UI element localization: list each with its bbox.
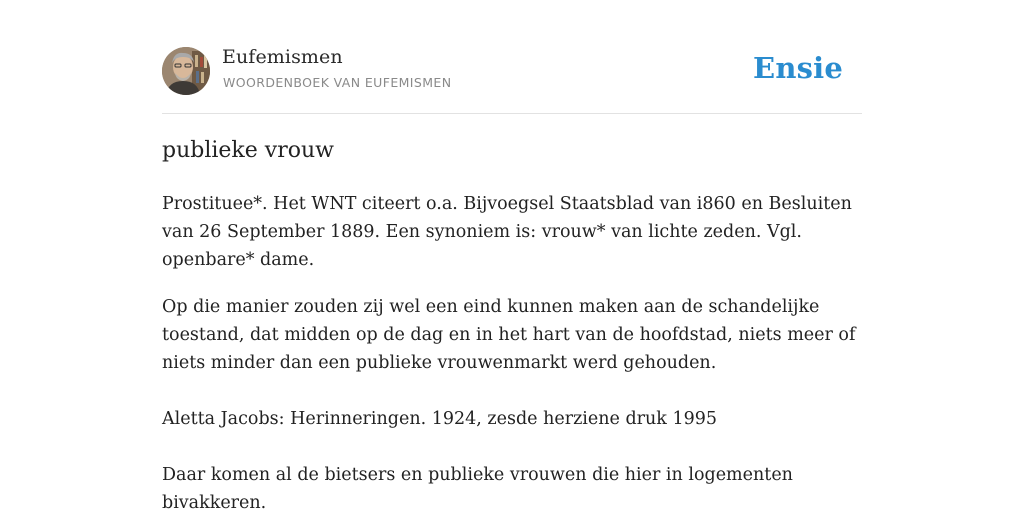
avatar-portrait-icon [162, 47, 210, 95]
author-name[interactable]: Eufemismen [222, 46, 343, 68]
entry-title: publieke vrouw [162, 138, 334, 163]
entry-definition: Prostituee*. Het WNT citeert o.a. Bijvoegsel Staatsblad van i860 en Besluiten van 26 September 1889. Een synoniem is: vrouw* van lichte zeden. Vgl. openbare* dame. [162, 194, 852, 270]
entry-example: Daar komen al de bietsers en publieke vrouwen die hier in logementen bivakkeren. [162, 465, 793, 512]
entry-quote: Op die manier zouden zij wel een eind kunnen maken aan de schandelijke toestand, dat midden op de dag en in het hart van de hoofdstad, niets meer of niets minder dan een publieke vrouwenmarkt werd gehouden. [162, 297, 856, 373]
author-subtitle[interactable]: WOORDENBOEK VAN EUFEMISMEN [223, 75, 452, 90]
header [162, 0, 862, 114]
author-avatar[interactable] [162, 47, 210, 95]
page [162, 0, 862, 512]
brand-logo[interactable]: Ensie [753, 51, 843, 85]
entry-source: Aletta Jacobs: Herinneringen. 1924, zesde herziene druk 1995 [162, 409, 717, 429]
